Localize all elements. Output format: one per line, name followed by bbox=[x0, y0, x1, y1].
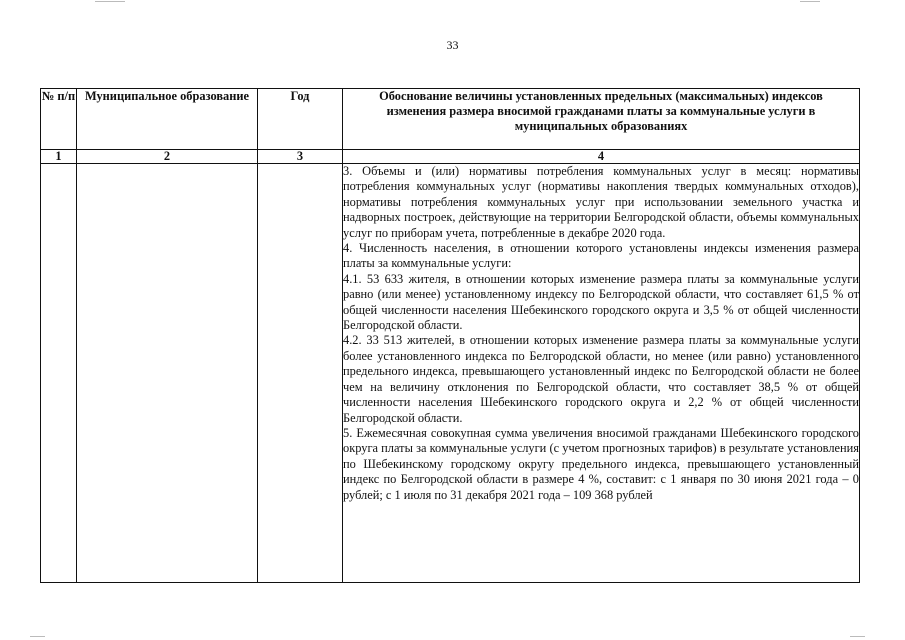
column-number-2: 2 bbox=[77, 150, 258, 164]
header-year: Год bbox=[258, 89, 343, 150]
cell-justification bbox=[343, 164, 860, 583]
scan-artifact-bottom-left bbox=[30, 636, 45, 637]
scan-artifact-top-right bbox=[800, 1, 820, 2]
column-number-3: 3 bbox=[258, 150, 343, 164]
cell-year bbox=[258, 164, 343, 583]
paragraph-4-population: 4. Численность населения, в отношении которого установлены индексы изменения размера платы за коммунальные услуги: bbox=[343, 241, 859, 271]
column-number-1: 1 bbox=[41, 150, 77, 164]
scan-artifact-top-left bbox=[95, 1, 125, 2]
cell-municipality bbox=[77, 164, 258, 583]
table-row bbox=[41, 164, 860, 583]
header-number: № п/п bbox=[41, 89, 77, 150]
paragraph-3-volumes: 3. Объемы и (или) нормативы потребления коммунальных услуг в месяц: нормативы потребления коммунальных услуг (нормативы накопления твердых коммунальных отходов), нормативы потребления коммунальных услуг при использовании земельного участка и надворных построек, действующие на территории Белгородской области, объемы коммунальных услуг по приборам учета, потребленные в декабре 2020 года. bbox=[343, 164, 859, 240]
scan-artifact-bottom-right bbox=[850, 636, 865, 637]
header-justification: Обоснование величины установленных предельных (максимальных) индексов изменения размера вносимой гражданами платы за коммунальные услуги в муниципальных образованиях bbox=[343, 89, 860, 150]
paragraph-5-total-sum: 5. Ежемесячная совокупная сумма увеличения вносимой гражданами Шебекинского городского округа платы за коммунальные услуги (с учетом прогнозных тарифов) в результате установления по Шебекинскому городскому округу предельного индекса, превышающего установленный индекс по Белгородской области в размере 4 %, составит: с 1 января по 30 июня 2021 года – 0 рублей; с 1 июля по 31 декабря 2021 года – 109 368 рублей bbox=[343, 425, 859, 502]
paragraph-4-2: 4.2. 33 513 жителей, в отношении которых изменение размера платы за коммунальные услуги более установленного индекса по Белгородской области, но менее (или равно) установленного предельного индекса, превышающего установленный индекс по Белгородской области не более чем на величину отклонения по Белгородской области, что составляет 38,5 % от общей численности населения Шебекинского городского округа и 2,2 % от общей численности Белгородской области. bbox=[343, 333, 859, 425]
page-number: 33 bbox=[446, 38, 459, 52]
justification-table bbox=[40, 88, 860, 583]
column-number-row bbox=[41, 150, 860, 164]
cell-number bbox=[41, 164, 77, 583]
header-municipality: Муниципальное образование bbox=[77, 89, 258, 150]
table-header-row bbox=[41, 89, 860, 150]
column-number-4: 4 bbox=[343, 150, 860, 164]
paragraph-4-1: 4.1. 53 633 жителя, в отношении которых изменение размера платы за коммунальные услуги равно (или менее) установленному индексу по Белгородской области, что составляет 61,5 % от общей численности населения Шебекинского городского округа и 3,5 % от общей численности Белгородской области. bbox=[343, 271, 859, 333]
